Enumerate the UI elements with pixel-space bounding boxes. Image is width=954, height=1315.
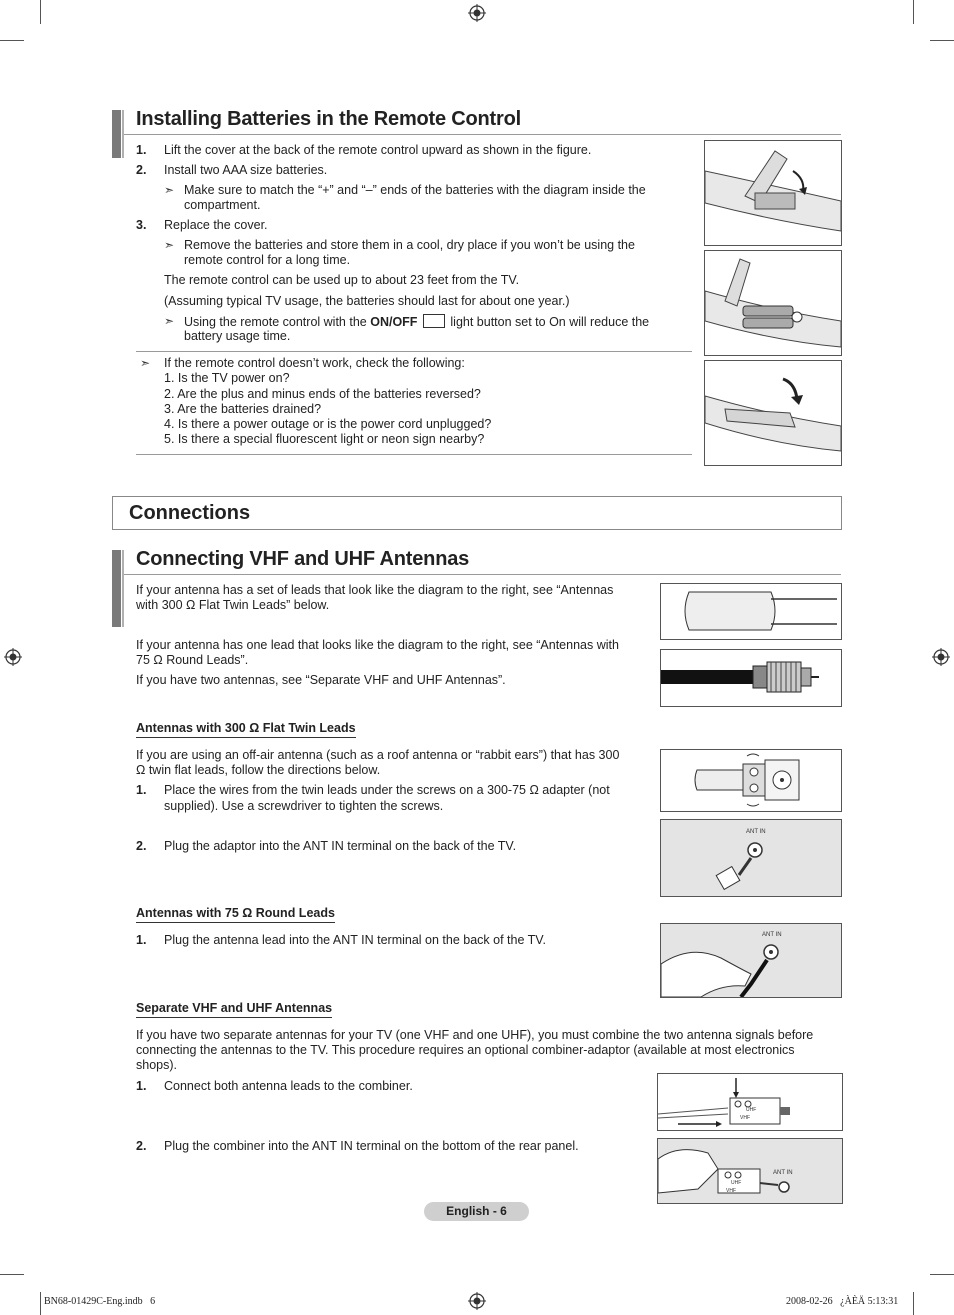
tip-item: 1. Is the TV power on? [164,371,290,385]
remote-batteries-illustration [705,251,841,355]
subsection-title-75-ohm: Antennas with 75 Ω Round Leads [136,906,335,923]
ant-in-adapter-figure [660,819,842,897]
crop-mark [0,40,24,41]
light-button-icon [423,314,445,328]
note-arrow-icon: ➣ [164,238,175,252]
adapter-figure [660,749,842,812]
registration-mark-icon [4,648,22,666]
crop-mark [0,1274,24,1275]
step-text: Plug the antenna lead into the ANT IN terminal on the back of the TV. [164,933,546,947]
intro-text: If you have two antennas, see “Separate VHF and UHF Antennas”. [136,673,506,687]
heading-rule [124,134,841,135]
step-text: supplied). Use a screwdriver to tighten the screws. [164,799,444,813]
uhf-label: UHF [731,1180,742,1186]
remote-close-illustration [705,361,841,465]
step-text: Lift the cover at the back of the remote control upward as shown in the figure. [164,143,592,157]
registration-mark-icon [932,648,950,666]
step-number: 2. [136,163,147,177]
footer-timestamp: 2008-02-26 ¿ÀÈÄ 5:13:31 [786,1296,899,1307]
onoff-key-label: ON/OFF [370,315,418,329]
sub-intro: Ω twin flat leads, follow the directions below. [136,763,381,777]
step-number: 1. [136,933,147,947]
step-text: Replace the cover. [164,218,268,232]
twin-lead-illustration [661,584,841,639]
step-number: 1. [136,783,147,797]
step-text: Plug the adaptor into the ANT IN terminal on the back of the TV. [164,839,517,853]
step-number: 3. [136,218,147,232]
note-text: remote control for a long time. [184,253,351,267]
step-number: 2. [136,839,147,853]
crop-mark [40,1292,41,1315]
note-arrow-icon: ➣ [140,356,151,370]
note-text: battery usage time. [184,329,291,343]
ant-in-label: ANT IN [762,932,782,938]
tip-box-bottom-rule [136,454,692,455]
sub-intro: shops). [136,1058,177,1072]
battery-life-text: (Assuming typical TV usage, the batteries should last for about one year.) [164,294,570,308]
registration-mark-icon [468,4,486,22]
step-text: Place the wires from the twin leads under the screws on a 300-75 Ω adapter (not [164,783,610,797]
combiner-figure [657,1073,843,1131]
tip-item: 4. Is there a power outage or is the power cord unplugged? [164,417,492,431]
combiner-plug-illustration [658,1139,842,1203]
remote-open-cover-figure [704,140,842,246]
tip-item: 3. Are the batteries drained? [164,402,322,416]
crop-mark [913,1292,914,1315]
page-number-label: English - 6 [424,1202,529,1221]
ant-in-label: ANT IN [746,829,766,835]
range-text: The remote control can be used up to about 23 feet from the TV. [164,273,520,287]
onoff-note [184,314,649,330]
heading-bar [112,110,121,158]
intro-text: 75 Ω Round Leads”. [136,653,249,667]
vhf-label: VHF [726,1188,736,1194]
vhf-label: VHF [740,1115,750,1121]
round-lead-figure [660,649,842,707]
registration-mark-icon [468,1292,486,1310]
heading-rule [124,574,841,575]
crop-mark [930,40,954,41]
note-text: Remove the batteries and store them in a cool, dry place if you won’t be using the [184,238,635,252]
heading-bar [122,550,124,627]
step-text: Plug the combiner into the ANT IN terminal on the bottom of the rear panel. [164,1139,579,1153]
section-title-batteries: Installing Batteries in the Remote Control [136,108,521,130]
intro-text: If your antenna has one lead that looks like the diagram to the right, see “Antennas with [136,638,619,652]
remote-close-cover-figure [704,360,842,466]
step-number: 1. [136,143,147,157]
hand-plug-illustration [661,924,841,997]
sub-intro: If you are using an off-air antenna (such as a roof antenna or “rabbit ears”) that has 300 [136,748,620,762]
note-text: compartment. [184,198,261,212]
round-lead-illustration [661,650,841,706]
intro-text: with 300 Ω Flat Twin Leads” below. [136,598,330,612]
uhf-label: UHF [746,1107,757,1113]
crop-mark [40,0,41,24]
twin-lead-figure [660,583,842,640]
heading-bar [112,550,121,627]
tip-heading: If the remote control doesn’t work, check the following: [164,356,465,370]
remote-cover-illustration [705,141,841,245]
step-number: 1. [136,1079,147,1093]
combiner-illustration [658,1074,842,1130]
remote-batteries-figure [704,250,842,356]
onoff-note-prefix: Using the remote control with the [184,315,367,329]
connections-banner [112,496,842,530]
subsection-title-300-ohm: Antennas with 300 Ω Flat Twin Leads [136,721,356,738]
round-lead-plug-figure [660,923,842,998]
note-arrow-icon: ➣ [164,183,175,197]
intro-text: If your antenna has a set of leads that look like the diagram to the right, see “Antennas [136,583,614,597]
step-text: Connect both antenna leads to the combiner. [164,1079,413,1093]
sub-intro: If you have two separate antennas for your TV (one VHF and one UHF), you must combine the two antenna signals before [136,1028,814,1042]
tip-item: 2. Are the plus and minus ends of the batteries reversed? [164,387,481,401]
note-text: Make sure to match the “+” and “–” ends of the batteries with the diagram inside the [184,183,646,197]
sub-intro: connecting the antennas to the TV. This procedure requires an optional combiner-adaptor (available at most electronics [136,1043,795,1057]
tip-box-top-rule [136,351,692,352]
section-title-antennas: Connecting VHF and UHF Antennas [136,548,470,570]
subsection-title-separate: Separate VHF and UHF Antennas [136,1001,332,1018]
tip-item: 5. Is there a special fluorescent light or neon sign nearby? [164,432,485,446]
onoff-note-suffix: light button set to On will reduce the [450,315,650,329]
step-number: 2. [136,1139,147,1153]
connections-banner-title: Connections [129,502,251,524]
ant-in-label: ANT IN [773,1170,793,1176]
step-text: Install two AAA size batteries. [164,163,328,177]
adapter-illustration [661,750,841,811]
combiner-ant-in-figure [657,1138,843,1204]
footer-file-info: BN68-01429C-Eng.indb 6 [44,1296,156,1307]
note-arrow-icon: ➣ [164,314,175,328]
crop-mark [913,0,914,24]
crop-mark [930,1274,954,1275]
